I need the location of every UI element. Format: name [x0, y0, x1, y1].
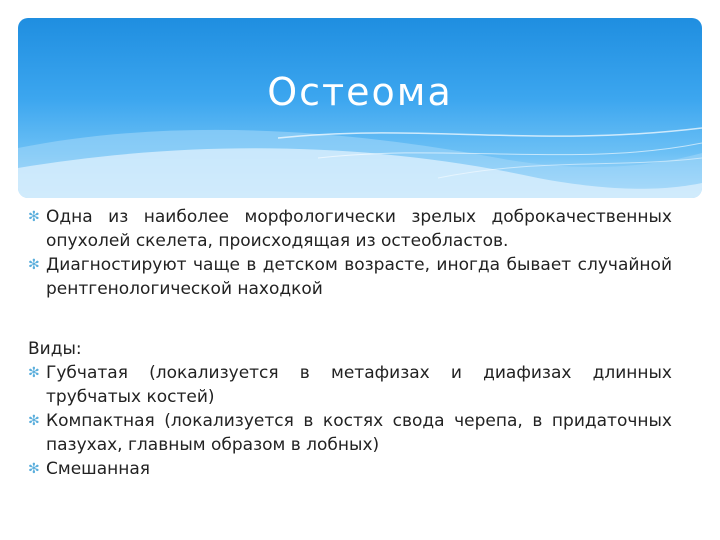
list-item-text: Губчатая (локализуется в метафизах и диафизах длинных трубчатых костей) — [46, 363, 672, 407]
asterisk-bullet-icon: ✻ — [28, 209, 40, 225]
types-label: Виды: — [28, 339, 82, 359]
list-item — [28, 253, 672, 301]
asterisk-bullet-icon: ✻ — [28, 413, 40, 429]
list-item-text: Компактная (локализуется в костях свода черепа, в придаточных пазухах, главным образом в лобных) — [46, 411, 672, 455]
slide-title: Остеома — [267, 70, 453, 114]
list-item-text: Смешанная — [46, 459, 151, 479]
list-item-text: Диагностируют чаще в детском возрасте, иногда бывает случайной рентгенологической находкой — [46, 255, 672, 299]
asterisk-bullet-icon: ✻ — [28, 257, 40, 273]
slide-content — [28, 205, 672, 481]
list-item — [28, 361, 672, 409]
title-banner — [18, 18, 702, 198]
spacer — [28, 301, 672, 337]
asterisk-bullet-icon: ✻ — [28, 365, 40, 381]
list-item — [28, 409, 672, 457]
list-item — [28, 205, 672, 253]
list-item-text: Одна из наиболее морфологически зрелых доброкачественных опухолей скелета, происходящая из остеобластов. — [46, 207, 672, 251]
asterisk-bullet-icon: ✻ — [28, 461, 40, 477]
list-item — [28, 457, 672, 481]
intro-list — [28, 205, 672, 301]
types-list — [28, 361, 672, 481]
